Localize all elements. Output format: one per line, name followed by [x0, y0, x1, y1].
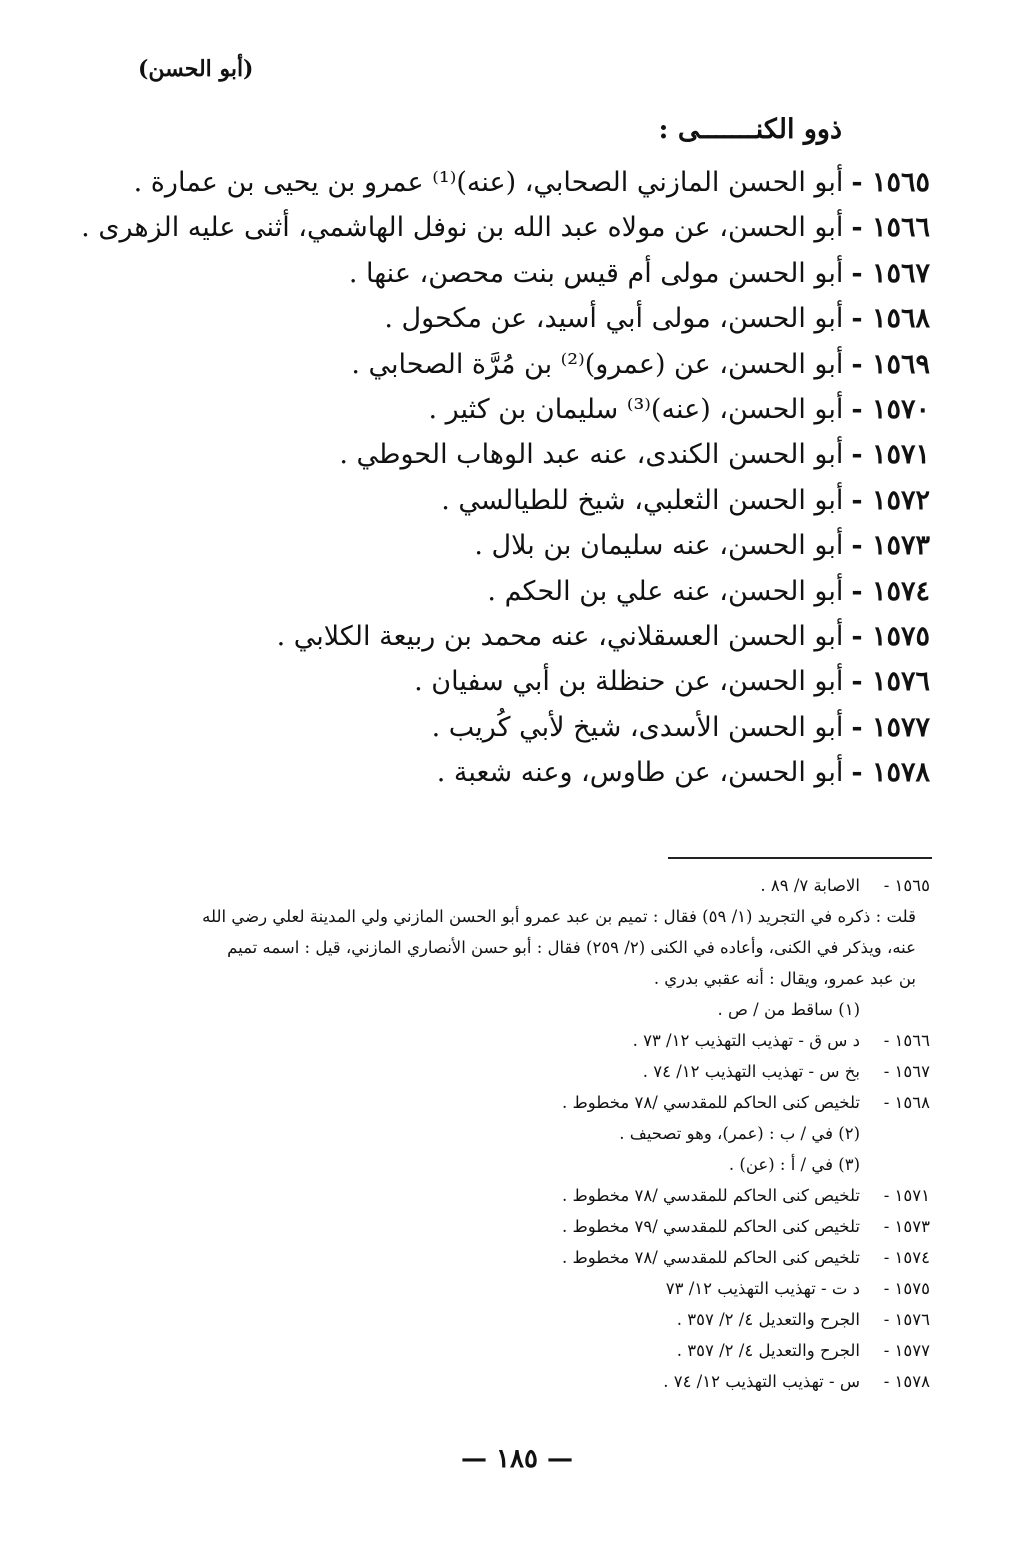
entry-text: أبو الحسن، عن مولاه عبد الله بن نوفل الهاشمي، أثنى عليه الزهرى . — [81, 212, 844, 244]
commentary-line: قلت : ذكره في التجريد (١/ ٥٩) فقال : تميم بن عبد عمرو أبو الحسن المازني ولي المدينة لعلي رضي الله — [202, 907, 916, 926]
commentary-line: عنه، ويذكر في الكنى، وأعاده في الكنى (٢/ ٢٥٩) فقال : أبو حسن الأنصاري المازني، قيل : اسمه تميم — [227, 938, 916, 957]
note-text: تلخيص كنى الحاكم للمقدسي /٧٨ مخطوط . — [561, 1093, 860, 1112]
note-text: د س ق - تهذيب التهذيب ١٢/ ٧٣ . — [632, 1031, 860, 1050]
entry-text: أبو الحسن مولى أم قيس بنت محصن، عنها . — [348, 257, 844, 289]
page-number: — ١٨٥ — — [460, 1444, 574, 1474]
entry-list — [81, 160, 930, 795]
entry-1566 — [81, 205, 930, 250]
entry-text: أبو الحسن، مولى أبي أسيد، عن مكحول . — [384, 303, 844, 335]
entry-1568 — [130, 296, 930, 341]
note-number: ١٥٧٦ - — [883, 1310, 930, 1329]
entry-text: أبو الحسن، (عنه)⁽³⁾ سليمان بن كثير . — [428, 393, 844, 425]
note-number: ١٥٦٨ - — [883, 1093, 930, 1112]
note-number: ١٥٧١ - — [883, 1186, 930, 1205]
note-1576 — [130, 1304, 930, 1335]
note-1574 — [130, 1242, 930, 1273]
entry-number: ١٥٦٨ - — [851, 303, 930, 335]
entry-1576 — [130, 659, 930, 704]
note-text: الجرح والتعديل ٤/ ٢/ ٣٥٧ . — [676, 1310, 860, 1329]
note-text: س - تهذيب التهذيب ١٢/ ٧٤ . — [663, 1372, 860, 1391]
entry-number: ١٥٧٢ - — [851, 484, 930, 516]
entry-number: ١٥٦٧ - — [851, 257, 930, 289]
note-text: تلخيص كنى الحاكم للمقدسي /٧٩ مخطوط . — [561, 1217, 860, 1236]
entry-text: أبو الحسن الأسدى، شيخ لأبي كُريب . — [431, 711, 844, 743]
entry-number: ١٥٧٠ - — [851, 393, 930, 425]
entry-text: أبو الحسن، عن (عمرو)⁽²⁾ بن مُرَّة الصحابي . — [351, 348, 844, 380]
entry-number: ١٥٧٣ - — [851, 530, 930, 562]
note-number: ١٥٧٤ - — [883, 1248, 930, 1267]
entry-number: ١٥٧٥ - — [851, 620, 930, 652]
entry-1572 — [130, 478, 930, 523]
entry-1577 — [130, 705, 930, 750]
note-number: ١٥٦٥ - — [883, 876, 930, 895]
note-number: ١٥٦٧ - — [883, 1062, 930, 1081]
note-number: ١٥٦٦ - — [883, 1031, 930, 1050]
footnotes — [130, 870, 930, 1397]
note-number: ١٥٧٥ - — [883, 1279, 930, 1298]
entry-1578 — [130, 750, 930, 795]
variant-note-3: (٣) في / أ : (عن) . — [728, 1155, 860, 1174]
entry-1565 — [130, 160, 930, 205]
entry-number: ١٥٧١ - — [851, 439, 930, 471]
variant-note-1: (١) ساقط من / ص . — [717, 1000, 860, 1019]
footnote-rule — [668, 857, 932, 859]
note-number: ١٥٧٣ - — [883, 1217, 930, 1236]
note-text: الاصابة ٧/ ٨٩ . — [760, 876, 860, 895]
entry-1569 — [130, 342, 930, 387]
entry-text: أبو الحسن، عنه علي بن الحكم . — [487, 575, 844, 607]
entry-1570 — [130, 387, 930, 432]
entry-text: أبو الحسن العسقلاني، عنه محمد بن ربيعة الكلابي . — [276, 620, 844, 652]
note-1566 — [130, 1025, 930, 1056]
entry-1574 — [130, 569, 930, 614]
note-1573 — [130, 1211, 930, 1242]
entry-text: أبو الحسن، عن طاوس، وعنه شعبة . — [436, 757, 844, 789]
note-1565 — [130, 870, 930, 901]
note-1567 — [130, 1056, 930, 1087]
note-text: تلخيص كنى الحاكم للمقدسي /٧٨ مخطوط . — [561, 1186, 860, 1205]
note-text: د ت - تهذيب التهذيب ١٢/ ٧٣ — [665, 1279, 860, 1298]
entry-1567 — [130, 251, 930, 296]
note-1571 — [130, 1180, 930, 1211]
note-number: ١٥٧٨ - — [883, 1372, 930, 1391]
note-text: الجرح والتعديل ٤/ ٢/ ٣٥٧ . — [676, 1341, 860, 1360]
entry-1573 — [130, 523, 930, 568]
note-1577 — [130, 1335, 930, 1366]
entry-number: ١٥٧٨ - — [851, 757, 930, 789]
entry-number: ١٥٧٧ - — [851, 711, 930, 743]
commentary-line: بن عبد عمرو، ويقال : أنه عقبي بدري . — [653, 969, 916, 988]
entry-1571 — [130, 432, 930, 477]
running-head: (أبو الحسن) — [138, 56, 254, 82]
section-title: ذوو الكنـــــــى : — [658, 114, 842, 145]
note-number: ١٥٧٧ - — [883, 1341, 930, 1360]
entry-1575 — [130, 614, 930, 659]
note-1568 — [130, 1087, 930, 1118]
entry-text: أبو الحسن المازني الصحابي، (عنه)⁽¹⁾ عمرو بن يحيى بن عمارة . — [133, 167, 844, 198]
note-1578 — [130, 1366, 930, 1397]
note-1575 — [130, 1273, 930, 1304]
entry-number: ١٥٦٥ - — [851, 167, 930, 198]
entry-number: ١٥٧٤ - — [851, 575, 930, 607]
entry-text: أبو الحسن، عن حنظلة بن أبي سفيان . — [414, 666, 844, 698]
note-text: بخ س - تهذيب التهذيب ١٢/ ٧٤ . — [642, 1062, 860, 1081]
entry-text: أبو الحسن الثعلبي، شيخ للطيالسي . — [441, 484, 844, 516]
entry-number: ١٥٦٩ - — [851, 348, 930, 380]
entry-number: ١٥٧٦ - — [851, 666, 930, 698]
entry-text: أبو الحسن الكندى، عنه عبد الوهاب الحوطي . — [339, 439, 844, 471]
note-text: تلخيص كنى الحاكم للمقدسي /٧٨ مخطوط . — [561, 1248, 860, 1267]
entry-number: ١٥٦٦ - — [851, 212, 930, 244]
variant-note-2: (٢) في / ب : (عمر)، وهو تصحيف . — [619, 1124, 860, 1143]
entry-text: أبو الحسن، عنه سليمان بن بلال . — [474, 530, 844, 562]
